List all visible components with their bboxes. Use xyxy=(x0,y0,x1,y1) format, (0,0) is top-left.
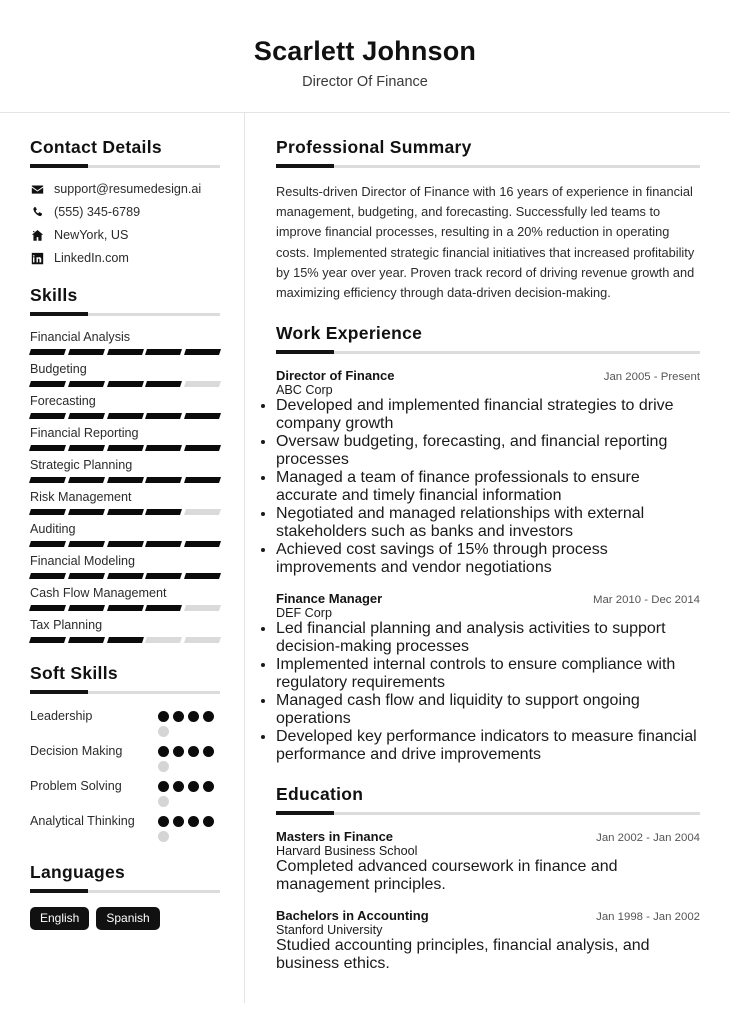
contact-item-value: LinkedIn.com xyxy=(54,251,129,266)
rating-dot xyxy=(173,816,184,827)
rating-dot xyxy=(188,781,199,792)
soft-skill-rating xyxy=(158,708,220,737)
skills-heading: Skills xyxy=(30,285,78,306)
skill-level-segment xyxy=(107,573,144,579)
experience-entry xyxy=(276,368,700,577)
section-rule xyxy=(30,890,220,893)
soft-skill-rating xyxy=(158,778,220,807)
skill-level-segment xyxy=(184,445,221,451)
experience-role: Finance Manager xyxy=(276,591,383,607)
skill-level-segment xyxy=(184,541,221,547)
skill-item xyxy=(30,362,220,387)
candidate-job-title: Director Of Finance xyxy=(302,74,428,91)
skill-level-segment xyxy=(68,445,105,451)
soft-skills-section xyxy=(30,663,220,842)
skill-item xyxy=(30,522,220,547)
soft-skill-rating xyxy=(158,813,220,842)
rating-dot xyxy=(158,711,169,722)
experience-bullet: • Implemented internal controls to ensure compliance with regulatory requirements xyxy=(276,656,700,692)
contact-item-value: (555) 345-6789 xyxy=(54,205,141,220)
education-list xyxy=(276,829,700,973)
rating-dot xyxy=(188,711,199,722)
professional-summary-text: Results-driven Director of Finance with 16 years of experience in financial management, budgeting, and forecasting. Successfully led teams to improve financial processes, resulting in a 20% reduction in operating costs. Implemented strategic financial initiatives that increased profitability by 15% year over year. Proven track record of driving revenue growth and maximizing efficiency through data-driven decision-making. xyxy=(276,184,695,301)
resume-header xyxy=(0,0,730,113)
skill-level-segment xyxy=(68,509,105,515)
main-column xyxy=(245,113,730,1003)
rating-dot xyxy=(188,816,199,827)
skill-level-segment xyxy=(107,637,144,643)
skill-level-segment xyxy=(145,349,182,355)
skill-level-segment xyxy=(68,637,105,643)
experience-bullet: • Managed a team of finance professionals to ensure accurate and timely financial information xyxy=(276,469,700,505)
skills-section xyxy=(30,285,220,643)
skills-list xyxy=(30,330,220,643)
home-icon xyxy=(30,228,44,242)
rating-dot xyxy=(203,711,214,722)
rating-dot xyxy=(158,796,169,807)
skill-level-bar xyxy=(30,509,220,515)
envelope-icon xyxy=(30,182,44,196)
skill-level-segment xyxy=(68,349,105,355)
experience-bullet: • Managed cash flow and liquidity to support ongoing operations xyxy=(276,692,700,728)
skill-level-segment xyxy=(29,573,66,579)
sidebar-column xyxy=(0,113,245,1003)
soft-skill-item xyxy=(30,778,220,807)
phone-icon xyxy=(30,205,44,219)
experience-entry xyxy=(276,591,700,764)
work-experience-section xyxy=(276,323,700,764)
section-rule xyxy=(30,313,220,316)
skill-level-segment xyxy=(107,541,144,547)
contact-item[interactable] xyxy=(30,251,220,265)
skill-level-bar xyxy=(30,477,220,483)
education-degree: Masters in Finance xyxy=(276,829,394,845)
languages-section xyxy=(30,862,220,930)
skill-level-segment xyxy=(145,413,182,419)
skill-level-segment xyxy=(68,541,105,547)
experience-date-range: Mar 2010 - Dec 2014 xyxy=(592,594,700,607)
skill-level-bar xyxy=(30,381,220,387)
skill-item xyxy=(30,458,220,483)
experience-company: ABC Corp xyxy=(276,383,333,398)
contact-item-value: support@resumedesign.ai xyxy=(54,182,202,197)
skill-level-segment xyxy=(107,381,144,387)
education-heading: Education xyxy=(276,784,364,805)
experience-company: DEF Corp xyxy=(276,606,332,621)
language-pill[interactable]: Spanish xyxy=(96,907,159,930)
skill-name: Budgeting xyxy=(30,362,87,377)
rating-dot xyxy=(158,831,169,842)
experience-bullet: • Developed and implemented financial strategies to drive company growth xyxy=(276,397,700,433)
soft-skill-name: Analytical Thinking xyxy=(30,814,135,829)
soft-skills-list xyxy=(30,708,220,842)
contact-item[interactable] xyxy=(30,228,220,242)
skill-level-segment xyxy=(184,413,221,419)
skill-level-segment xyxy=(29,477,66,483)
experience-list xyxy=(276,368,700,764)
skill-level-segment xyxy=(145,573,182,579)
education-entry-header xyxy=(276,829,700,844)
rating-dot xyxy=(203,816,214,827)
skill-item xyxy=(30,554,220,579)
skill-level-bar xyxy=(30,349,220,355)
skill-name: Strategic Planning xyxy=(30,458,133,473)
education-school: Stanford University xyxy=(276,923,383,938)
rating-dot xyxy=(173,746,184,757)
skill-level-segment xyxy=(145,637,182,643)
soft-skills-heading: Soft Skills xyxy=(30,663,118,684)
contact-item[interactable] xyxy=(30,205,220,219)
skill-level-segment xyxy=(107,605,144,611)
skill-level-segment xyxy=(68,413,105,419)
rating-dot xyxy=(188,746,199,757)
skill-item xyxy=(30,490,220,515)
education-degree: Bachelors in Accounting xyxy=(276,908,429,924)
education-date-range: Jan 2002 - Jan 2004 xyxy=(596,832,700,845)
linkedin-icon xyxy=(30,251,44,265)
candidate-name: Scarlett Johnson xyxy=(253,36,477,66)
skill-level-segment xyxy=(68,573,105,579)
experience-entry-header xyxy=(276,591,700,606)
experience-date-range: Jan 2005 - Present xyxy=(603,371,700,384)
skill-level-segment xyxy=(184,605,221,611)
skill-level-segment xyxy=(184,381,221,387)
skill-item xyxy=(30,618,220,643)
section-rule xyxy=(276,812,700,815)
education-section xyxy=(276,784,700,973)
skill-level-segment xyxy=(145,605,182,611)
skill-name: Financial Analysis xyxy=(30,330,131,345)
skill-level-segment xyxy=(29,445,66,451)
skill-level-segment xyxy=(184,477,221,483)
skill-level-segment xyxy=(29,541,66,547)
skill-item xyxy=(30,394,220,419)
skill-level-segment xyxy=(184,637,221,643)
skill-level-bar xyxy=(30,445,220,451)
soft-skill-name: Decision Making xyxy=(30,744,123,759)
skill-level-segment xyxy=(184,573,221,579)
rating-dot xyxy=(158,816,169,827)
languages-list xyxy=(30,907,220,930)
soft-skill-name: Leadership xyxy=(30,709,93,724)
experience-bullet: • Oversaw budgeting, forecasting, and financial reporting processes xyxy=(276,433,700,469)
soft-skill-rating xyxy=(158,743,220,772)
languages-heading: Languages xyxy=(30,862,126,883)
education-description: Completed advanced coursework in finance and management principles. xyxy=(276,858,618,894)
skill-level-segment xyxy=(184,509,221,515)
soft-skill-item xyxy=(30,813,220,842)
contact-item-value: NewYork, US xyxy=(54,228,129,243)
section-rule xyxy=(276,165,700,168)
experience-role: Director of Finance xyxy=(276,368,395,384)
experience-bullet: • Negotiated and managed relationships with external stakeholders such as banks and investors xyxy=(276,505,700,541)
skill-level-segment xyxy=(29,381,66,387)
experience-bullet: • Led financial planning and analysis activities to support decision-making processes xyxy=(276,620,700,656)
contact-item[interactable] xyxy=(30,182,220,196)
skill-level-segment xyxy=(145,381,182,387)
section-rule xyxy=(30,165,220,168)
skill-level-segment xyxy=(107,477,144,483)
contact-details-heading: Contact Details xyxy=(30,137,162,158)
skill-name: Forecasting xyxy=(30,394,96,409)
skill-item xyxy=(30,330,220,355)
education-date-range: Jan 1998 - Jan 2002 xyxy=(596,911,700,924)
education-entry-header xyxy=(276,908,700,923)
skill-level-segment xyxy=(107,509,144,515)
experience-bullet: • Achieved cost savings of 15% through process improvements and vendor negotiations xyxy=(276,541,700,577)
education-description: Studied accounting principles, financial analysis, and business ethics. xyxy=(276,937,650,973)
rating-dot xyxy=(158,746,169,757)
skill-level-segment xyxy=(107,349,144,355)
rating-dot xyxy=(158,781,169,792)
soft-skill-item xyxy=(30,743,220,772)
education-entry xyxy=(276,829,700,894)
skill-name: Financial Modeling xyxy=(30,554,136,569)
experience-bullet-list xyxy=(276,620,700,764)
skill-level-bar xyxy=(30,637,220,643)
skill-level-bar xyxy=(30,573,220,579)
soft-skill-name: Problem Solving xyxy=(30,779,122,794)
experience-bullet-list xyxy=(276,397,700,577)
education-entry xyxy=(276,908,700,973)
skill-item xyxy=(30,426,220,451)
contact-details-section xyxy=(30,137,220,265)
professional-summary-section xyxy=(276,137,700,303)
rating-dot xyxy=(203,781,214,792)
professional-summary-heading: Professional Summary xyxy=(276,137,472,158)
skill-level-segment xyxy=(68,477,105,483)
soft-skill-item xyxy=(30,708,220,737)
skill-level-bar xyxy=(30,605,220,611)
education-school: Harvard Business School xyxy=(276,844,418,859)
skill-level-bar xyxy=(30,413,220,419)
rating-dot xyxy=(158,726,169,737)
skill-level-bar xyxy=(30,541,220,547)
rating-dot xyxy=(203,746,214,757)
section-rule xyxy=(30,691,220,694)
skill-level-segment xyxy=(107,413,144,419)
skill-name: Cash Flow Management xyxy=(30,586,167,601)
work-experience-heading: Work Experience xyxy=(276,323,423,344)
skill-level-segment xyxy=(184,349,221,355)
contact-list xyxy=(30,182,220,265)
skill-level-segment xyxy=(68,381,105,387)
resume-body xyxy=(0,113,730,1003)
section-rule xyxy=(276,351,700,354)
skill-item xyxy=(30,586,220,611)
skill-level-segment xyxy=(29,509,66,515)
rating-dot xyxy=(173,711,184,722)
skill-name: Financial Reporting xyxy=(30,426,139,441)
skill-level-segment xyxy=(145,541,182,547)
skill-level-segment xyxy=(29,605,66,611)
skill-level-segment xyxy=(107,445,144,451)
rating-dot xyxy=(173,781,184,792)
experience-bullet: • Developed key performance indicators to measure financial performance and drive improvements xyxy=(276,728,700,764)
language-pill[interactable]: English xyxy=(30,907,89,930)
skill-level-segment xyxy=(29,637,66,643)
skill-name: Risk Management xyxy=(30,490,132,505)
rating-dot xyxy=(158,761,169,772)
skill-level-segment xyxy=(145,445,182,451)
skill-name: Auditing xyxy=(30,522,76,537)
skill-level-segment xyxy=(145,477,182,483)
skill-level-segment xyxy=(68,605,105,611)
experience-entry-header xyxy=(276,368,700,383)
skill-level-segment xyxy=(29,413,66,419)
skill-name: Tax Planning xyxy=(30,618,103,633)
skill-level-segment xyxy=(29,349,66,355)
skill-level-segment xyxy=(145,509,182,515)
